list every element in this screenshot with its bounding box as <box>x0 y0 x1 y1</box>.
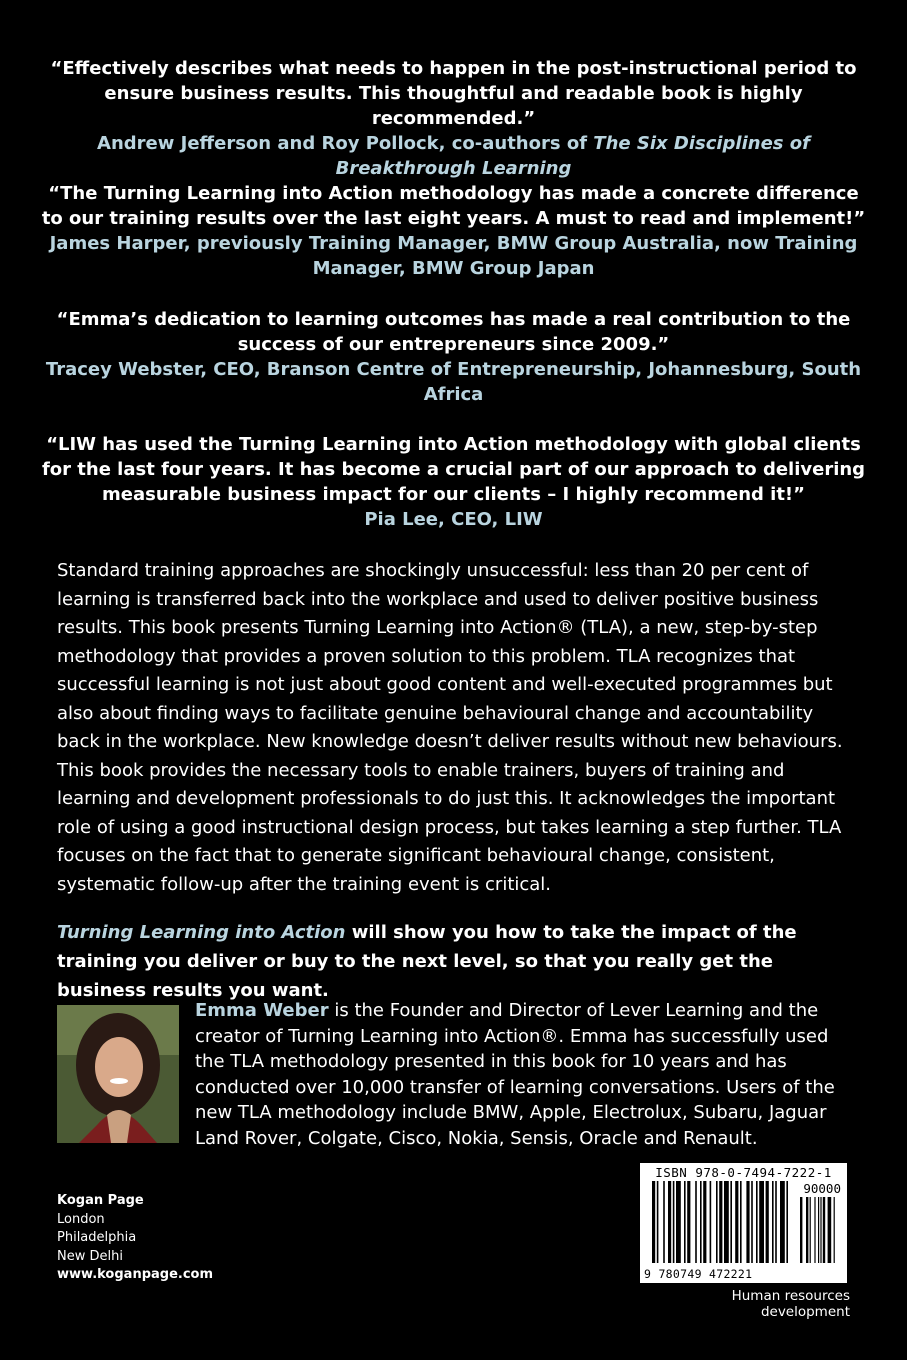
barcode-bar <box>652 1181 655 1263</box>
barcode-bar <box>828 1197 832 1263</box>
barcode-bar <box>676 1181 681 1263</box>
barcode-bar <box>775 1181 777 1263</box>
callout <box>57 918 857 1005</box>
barcode-bar <box>786 1181 788 1263</box>
barcode-bar <box>657 1181 659 1263</box>
publisher-city: London <box>57 1211 105 1227</box>
quote-text: “Emma’s dedication to learning outcomes has made a real contribution to the success of our entrepreneurs since 2009.” <box>56 309 851 355</box>
barcode-bar <box>818 1197 819 1263</box>
ean-number: 9 780749 472221 <box>644 1267 753 1281</box>
quote-text: “Effectively describes what needs to happen in the post-instructional period to ensure business results. This thoughtful and readable book is highly recommended.” <box>50 58 857 129</box>
barcode-bar <box>810 1197 811 1263</box>
barcode-bar <box>700 1181 702 1263</box>
quote-attribution: Pia Lee, CEO, LIW <box>364 509 543 530</box>
barcode-bar <box>663 1181 665 1263</box>
author-portrait-image <box>57 1005 179 1143</box>
quote-1 <box>40 56 867 181</box>
barcode-bar <box>735 1181 738 1263</box>
publisher-info <box>57 1192 213 1285</box>
barcode-bar <box>820 1197 821 1263</box>
author-name: Emma Weber <box>195 1000 329 1021</box>
book-title: The Six Disciplines of Breakthrough Learning <box>335 133 810 179</box>
quote-text: “The Turning Learning into Action methodology has made a concrete difference to our training results over the last eight years. A must to read and implement!” <box>41 183 866 229</box>
quote-4 <box>40 432 867 532</box>
barcode-bar <box>719 1181 722 1263</box>
barcode-bar <box>806 1197 808 1263</box>
barcode-bar <box>751 1181 753 1263</box>
quote-text: “LIW has used the Turning Learning into Action methodology with global clients for the last four years. It has become a crucial part of our approach to delivering measurable business impact for our clients – I highly recommend it!” <box>41 434 866 505</box>
barcode-bar <box>800 1197 802 1263</box>
barcode-bar <box>684 1181 686 1263</box>
publisher-name: Kogan Page <box>57 1193 144 1208</box>
quote-3 <box>40 307 867 407</box>
callout-text: will show you how to take the impact of the training you deliver or buy to the next level, so that you really get the business results you want. <box>57 922 797 1001</box>
author-photo <box>57 1005 179 1143</box>
barcode-bar <box>710 1181 712 1263</box>
barcode-bar <box>814 1197 815 1263</box>
publisher-city: New Delhi <box>57 1248 123 1264</box>
category-label: Human resources development <box>731 1288 850 1320</box>
barcode-bar <box>668 1181 671 1263</box>
barcode-bar <box>703 1181 706 1263</box>
quote-attribution: James Harper, previously Training Manager, BMW Group Australia, now Training Manager, BMW Group Japan <box>49 233 858 279</box>
barcode-bar <box>823 1197 825 1263</box>
price-code: 90000 <box>803 1181 841 1196</box>
author-bio-text: is the Founder and Director of Lever Learning and the creator of Turning Learning into Action®. Emma has successfully used the TLA methodology presented in this book for 10 years and has conducted over 10,000 transfer of learning conversations. Users of the new TLA methodology include BMW, Apple, Electrolux, Subaru, Jaguar Land Rover, Colgate, Cisco, Nokia, Sensis, Oracle and Renault. <box>195 1000 835 1149</box>
author-bio <box>195 998 860 1151</box>
barcode-bar <box>746 1181 749 1263</box>
barcode-bar <box>724 1181 729 1263</box>
barcode-bar <box>673 1181 675 1263</box>
barcode-bar <box>772 1181 774 1263</box>
publisher-city: Philadelphia <box>57 1230 137 1246</box>
isbn-label: ISBN 978-0-7494-7222-1 <box>655 1165 832 1180</box>
barcode-bars <box>640 1163 847 1283</box>
barcode-bar <box>695 1181 697 1263</box>
isbn-barcode <box>640 1163 847 1283</box>
barcode-bar <box>766 1181 769 1263</box>
callout-title: Turning Learning into Action <box>57 922 346 943</box>
barcode-bar <box>759 1181 764 1263</box>
barcode-bar <box>687 1181 690 1263</box>
barcode-bar <box>716 1181 718 1263</box>
barcode-bar <box>740 1181 742 1263</box>
barcode-bar <box>730 1181 732 1263</box>
quote-2 <box>40 181 867 281</box>
barcode-bar <box>780 1181 785 1263</box>
book-description: Standard training approaches are shockingly unsuccessful: less than 20 per cent of learning is transferred back into the workplace and used to deliver positive business results. This book presents Turning Learning into Action® (TLA), a new, step-by-step methodology that provides a proven solution to this problem. TLA recognizes that successful learning is not just about good content and well-executed programmes but also about finding ways to facilitate genuine behavioural change and accountability back in the workplace. New knowledge doesn’t deliver results without new behaviours. This book provides the necessary tools to enable trainers, buyers of training and learning and development professionals to do just this. It acknowledges the important role of using a good instructional design process, but takes learning a step further. TLA focuses on the fact that to generate significant behavioural change, consistent, systematic follow-up after the training event is critical. <box>57 560 843 895</box>
barcode-bar <box>834 1197 835 1263</box>
quote-attribution: Andrew Jefferson and Roy Pollock, co-authors of The Six Disciplines of Breakthrough Learning <box>97 133 810 179</box>
quote-attribution: Tracey Webster, CEO, Branson Centre of Entrepreneurship, Johannesburg, South Africa <box>45 359 862 405</box>
publisher-url: www.koganpage.com <box>57 1267 214 1283</box>
barcode-bar <box>756 1181 758 1263</box>
